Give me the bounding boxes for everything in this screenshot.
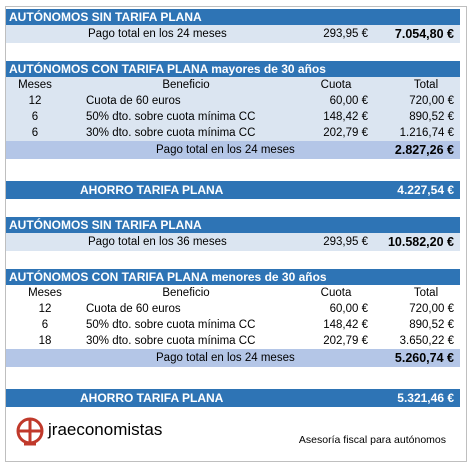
- column-header-row: [6, 77, 460, 93]
- savings-value: 5.321,46 €: [397, 391, 454, 405]
- sum-total: 2.827,26 €: [394, 143, 454, 157]
- row-beneficio: 30% dto. sobre cuota mínima CC: [86, 127, 256, 139]
- row-meses: 18: [38, 335, 52, 347]
- savings-label: AHORRO TARIFA PLANA: [80, 391, 224, 405]
- row-cuota: 60,00 €: [329, 95, 368, 107]
- total-label: Pago total en los 36 meses: [88, 236, 227, 248]
- col-meses: Meses: [18, 79, 52, 91]
- monthly-quota: 293,95 €: [323, 236, 368, 248]
- section-header-sin-tarifa-24: [6, 9, 460, 25]
- row-beneficio: 50% dto. sobre cuota mínima CC: [86, 111, 256, 123]
- row-cuota: 202,79 €: [323, 335, 368, 347]
- row-cuota: 202,79 €: [323, 127, 368, 139]
- table-row: [6, 93, 460, 109]
- sum-label: Pago total en los 24 meses: [156, 144, 295, 156]
- monthly-quota: 293,95 €: [323, 28, 368, 40]
- row-cuota: 148,42 €: [323, 319, 368, 331]
- savings-value: 4.227,54 €: [397, 183, 454, 197]
- savings-label: AHORRO TARIFA PLANA: [80, 183, 224, 197]
- table-row: [6, 125, 460, 141]
- total-row-sin-tarifa-36: [6, 233, 460, 251]
- table-row: [6, 301, 460, 317]
- row-total: 720,00 €: [409, 303, 454, 315]
- section-header-con-tarifa-menores: [6, 269, 460, 285]
- row-total: 890,52 €: [409, 319, 454, 331]
- sum-label: Pago total en los 24 meses: [156, 352, 295, 364]
- tarifa-plana-table: [5, 6, 467, 462]
- savings-row-menores: [6, 389, 460, 407]
- row-meses: 6: [31, 111, 39, 123]
- table-row: [6, 333, 460, 349]
- total-amount: 10.582,20 €: [387, 235, 454, 249]
- sum-row-menores: [6, 349, 460, 367]
- col-cuota: Cuota: [320, 79, 352, 91]
- row-total: 3.650,22 €: [399, 335, 454, 347]
- row-meses: 6: [41, 319, 49, 331]
- row-beneficio: Cuota de 60 euros: [86, 95, 181, 107]
- row-total: 890,52 €: [409, 111, 454, 123]
- row-beneficio: Cuota de 60 euros: [86, 303, 181, 315]
- row-meses: 6: [31, 127, 39, 139]
- col-total: Total: [413, 79, 439, 91]
- row-cuota: 60,00 €: [329, 303, 368, 315]
- row-beneficio: 30% dto. sobre cuota mínima CC: [86, 335, 256, 347]
- total-amount: 7.054,80 €: [394, 27, 454, 41]
- section-header-sin-tarifa-36: [6, 217, 460, 233]
- column-header-row: [6, 285, 460, 301]
- row-total: 720,00 €: [409, 95, 454, 107]
- brand-name: jraeconomistas: [48, 420, 163, 439]
- savings-row-mayores: [6, 181, 460, 199]
- col-meses: Meses: [28, 287, 62, 299]
- row-beneficio: 50% dto. sobre cuota mínima CC: [86, 319, 256, 331]
- col-beneficio: Beneficio: [162, 287, 210, 299]
- section-title: AUTÓNOMOS CON TARIFA PLANA menores de 30 años: [9, 270, 327, 284]
- row-meses: 12: [38, 303, 52, 315]
- section-header-con-tarifa-mayores: [6, 61, 460, 77]
- brand-logo: [16, 417, 166, 454]
- section-title: AUTÓNOMOS SIN TARIFA PLANA: [9, 218, 202, 232]
- total-row-sin-tarifa-24: [6, 25, 460, 43]
- table-row: [6, 109, 460, 125]
- tagline: Asesoría fiscal para autónomos: [298, 434, 446, 446]
- total-label: Pago total en los 24 meses: [88, 28, 227, 40]
- col-total: Total: [413, 287, 439, 299]
- table-row: [6, 317, 460, 333]
- col-beneficio: Beneficio: [162, 79, 210, 91]
- sum-total: 5.260,74 €: [394, 351, 454, 365]
- col-cuota: Cuota: [320, 287, 352, 299]
- row-meses: 12: [28, 95, 42, 107]
- row-total: 1.216,74 €: [399, 127, 454, 139]
- section-title: AUTÓNOMOS SIN TARIFA PLANA: [9, 10, 202, 24]
- section-title: AUTÓNOMOS CON TARIFA PLANA mayores de 30 años: [9, 62, 326, 76]
- row-cuota: 148,42 €: [323, 111, 368, 123]
- sum-row-mayores: [6, 141, 460, 159]
